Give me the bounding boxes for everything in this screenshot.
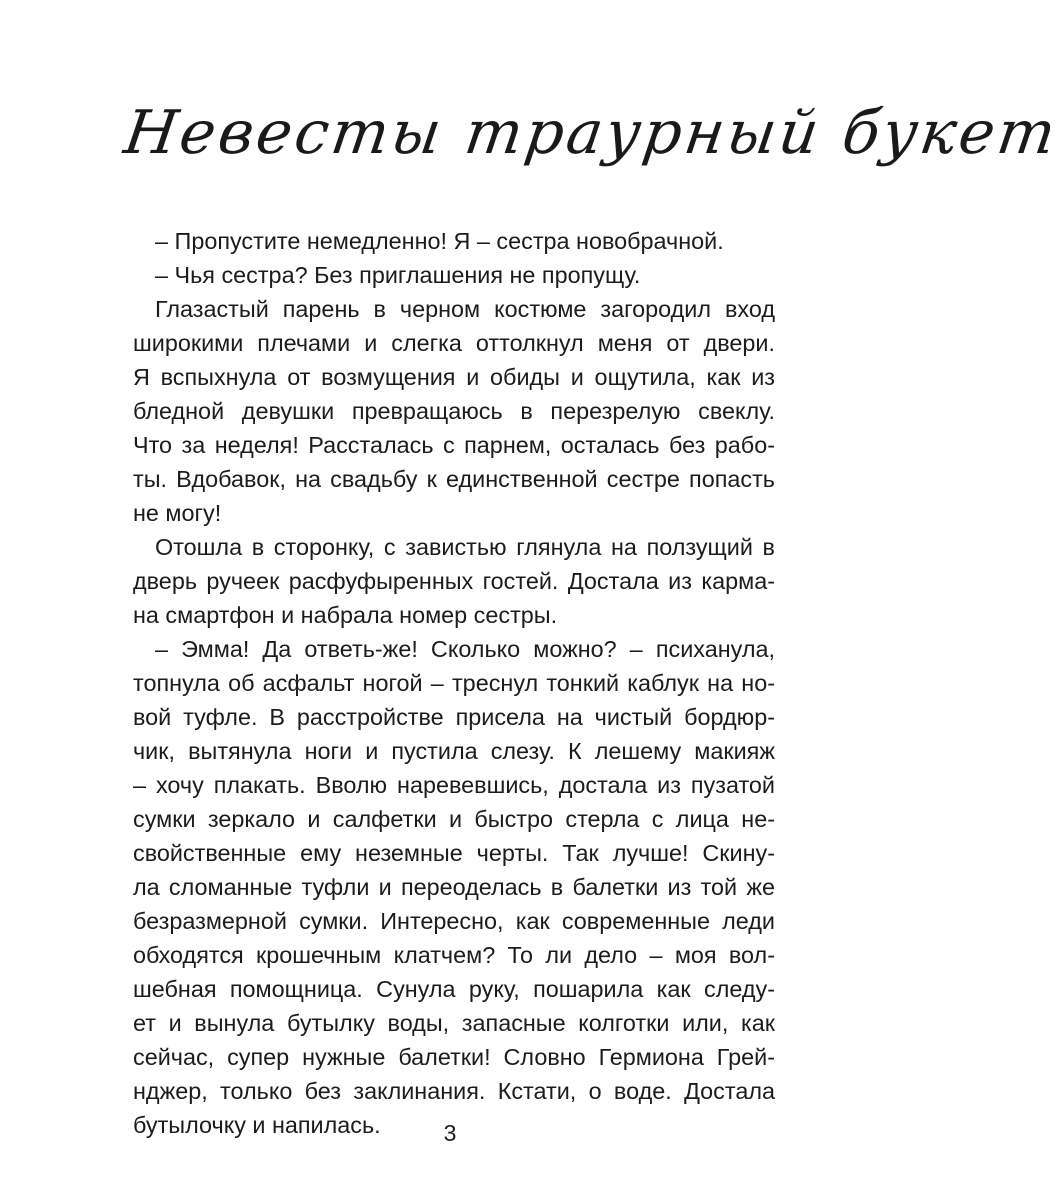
body-text: [133, 224, 775, 1142]
text-line: вой туфле. В расстройстве присела на чистый бордюр-: [133, 704, 775, 730]
text-line: – хочу плакать. Вволю наревевшись, достала из пузатой: [133, 772, 775, 798]
chapter-title: Невесты траурный букет: [120, 98, 1063, 168]
text-line: бутылочку и напилась.: [133, 1112, 381, 1138]
text-line: дверь ручеек расфуфыренных гостей. Достала из карма-: [133, 568, 775, 594]
text-line: ла сломанные туфли и переоделась в балетки из той же: [133, 874, 775, 900]
text-line: ты. Вдобавок, на свадьбу к единственной сестре попасть: [133, 466, 775, 492]
text-line: чик, вытянула ноги и пустила слезу. К лешему макияж: [133, 738, 775, 764]
text-line: Что за неделя! Рассталась с парнем, осталась без рабо-: [133, 432, 775, 458]
text-line: сумки зеркало и салфетки и быстро стерла с лица не-: [133, 806, 775, 832]
text-line: Глазастый парень в черном костюме загородил вход: [155, 296, 775, 322]
text-line: обходятся крошечным клатчем? То ли дело – моя вол-: [133, 942, 775, 968]
page-number: 3: [443, 1120, 457, 1146]
text-line: безразмерной сумки. Интересно, как современные леди: [133, 908, 775, 934]
text-line: нджер, только без заклинания. Кстати, о воде. Достала: [133, 1078, 775, 1104]
text-line: широкими плечами и слегка оттолкнул меня от двери.: [133, 330, 775, 356]
text-line: не могу!: [133, 500, 222, 526]
text-line: на смартфон и набрала номер сестры.: [133, 602, 558, 628]
text-line: ет и вынула бутылку воды, запасные колготки или, как: [133, 1010, 775, 1036]
text-line: свойственные ему неземные черты. Так лучше! Скину-: [133, 840, 775, 866]
text-line: – Чья сестра? Без приглашения не пропущу.: [155, 262, 641, 288]
text-line: – Эмма! Да ответь-же! Сколько можно? – психанула,: [155, 636, 775, 662]
text-line: Я вспыхнула от возмущения и обиды и ощутила, как из: [133, 364, 775, 390]
text-line: топнула об асфальт ногой – треснул тонкий каблук на но-: [133, 670, 775, 696]
text-line: – Пропустите немедленно! Я – сестра новобрачной.: [155, 228, 724, 254]
text-line: бледной девушки превращаюсь в перезрелую свеклу.: [133, 398, 775, 424]
text-line: сейчас, супер нужные балетки! Словно Гермиона Грей-: [133, 1044, 775, 1070]
text-line: Отошла в сторонку, с завистью глянула на ползущий в: [155, 534, 775, 560]
text-line: шебная помощница. Сунула руку, пошарила как следу-: [133, 976, 775, 1002]
